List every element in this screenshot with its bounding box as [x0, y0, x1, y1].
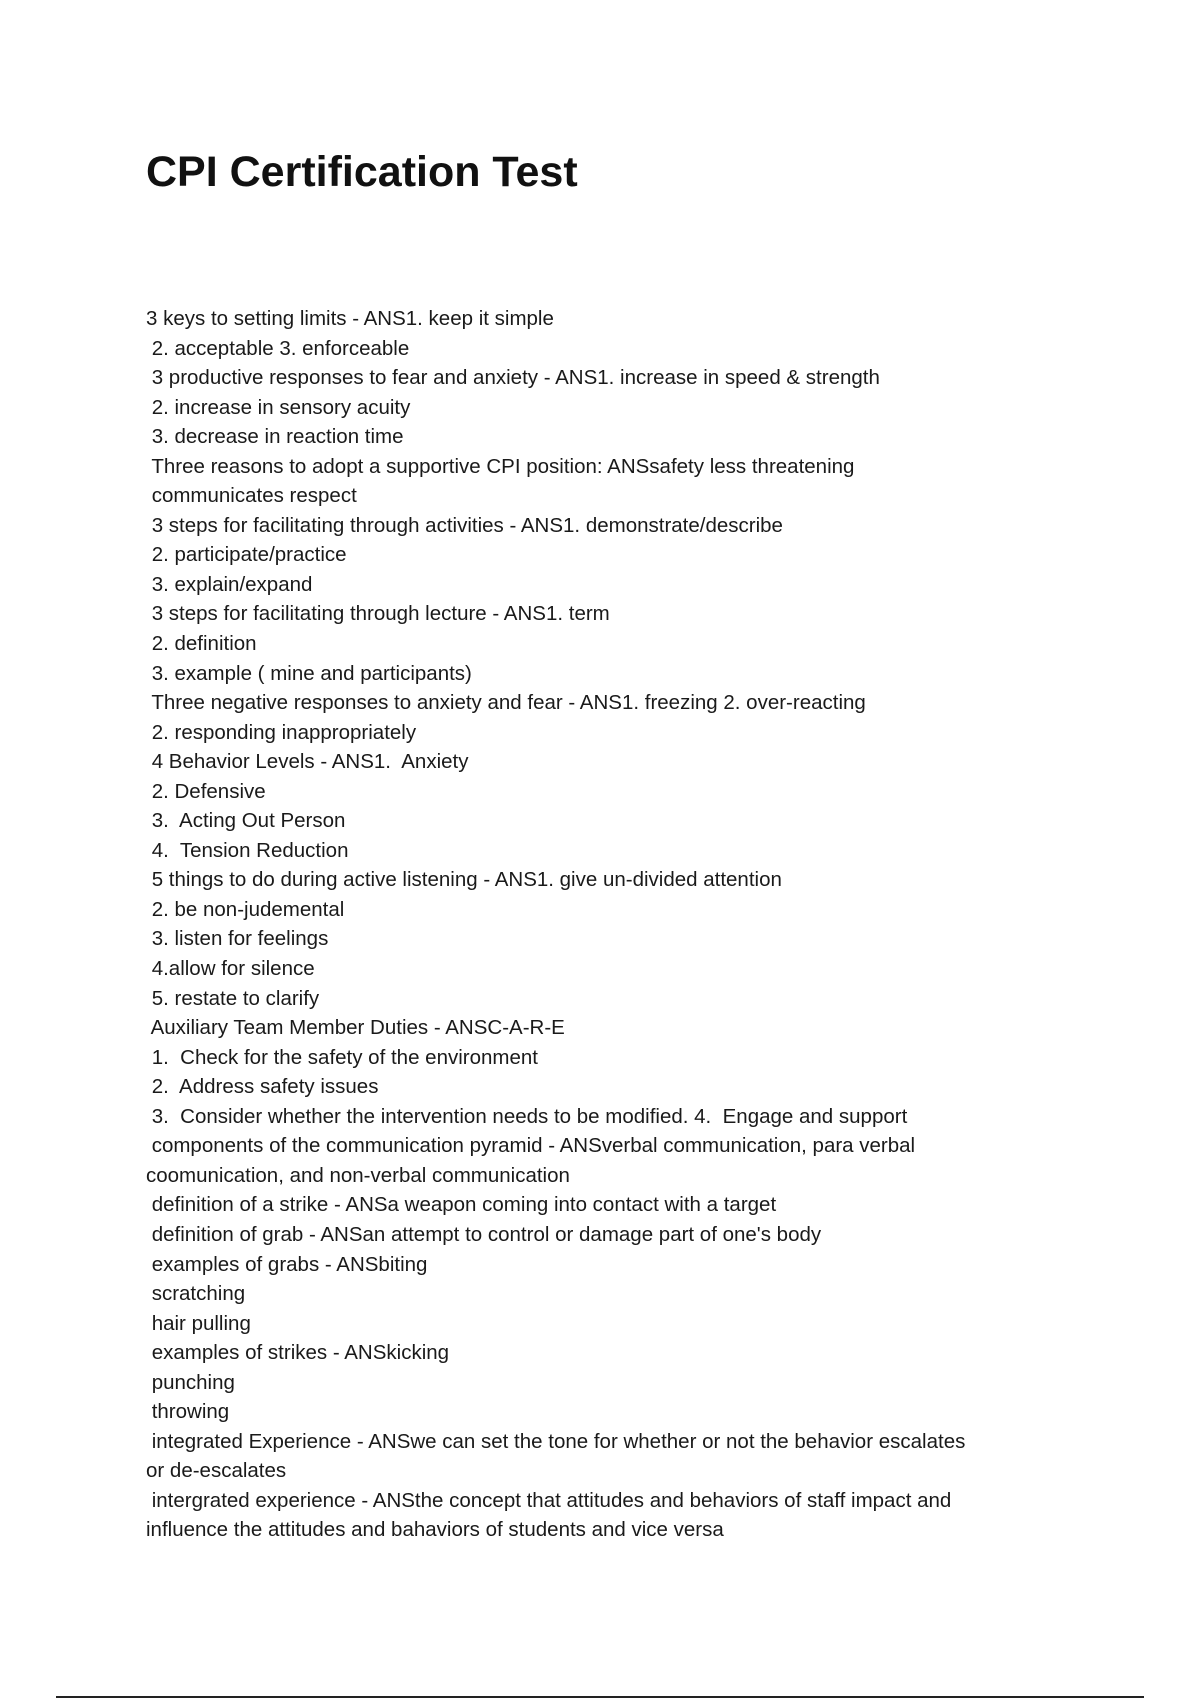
- text-line: 3 productive responses to fear and anxiety - ANS1. increase in speed & strength: [146, 366, 880, 390]
- text-line: 4. Tension Reduction: [146, 838, 349, 862]
- text-line: 4 Behavior Levels - ANS1. Anxiety: [146, 750, 469, 774]
- text-line: examples of grabs - ANSbiting: [146, 1252, 428, 1276]
- text-line: 4.allow for silence: [146, 957, 315, 981]
- text-line: hair pulling: [146, 1311, 251, 1335]
- text-line: communicates respect: [146, 484, 357, 508]
- text-line: punching: [146, 1370, 235, 1394]
- text-line: components of the communication pyramid - ANSverbal communication, para verbal: [146, 1134, 916, 1158]
- text-line: 5 things to do during active listening - ANS1. give un-divided attention: [146, 868, 782, 892]
- text-line: scratching: [146, 1282, 246, 1306]
- text-line: Three reasons to adopt a supportive CPI position: ANSsafety less threatening: [146, 454, 855, 478]
- text-line: 1. Check for the safety of the environment: [146, 1045, 538, 1069]
- text-line: influence the attitudes and bahaviors of students and vice versa: [146, 1518, 724, 1542]
- text-line: examples of strikes - ANSkicking: [146, 1341, 450, 1365]
- text-line: Three negative responses to anxiety and fear - ANS1. freezing 2. over-reacting: [146, 691, 866, 715]
- text-line: 3 steps for facilitating through lecture - ANS1. term: [146, 602, 610, 626]
- text-line: 3. Acting Out Person: [146, 809, 346, 833]
- text-line: definition of grab - ANSan attempt to control or damage part of one's body: [146, 1222, 822, 1246]
- text-line: definition of a strike - ANSa weapon coming into contact with a target: [146, 1193, 777, 1217]
- text-line: 3. decrease in reaction time: [146, 425, 404, 449]
- footer-divider: [56, 1696, 1144, 1698]
- text-line: 3. Consider whether the intervention needs to be modified. 4. Engage and support: [146, 1104, 908, 1128]
- text-line: 3. example ( mine and participants): [146, 661, 472, 685]
- text-line: throwing: [146, 1400, 230, 1424]
- text-line: 3 keys to setting limits - ANS1. keep it simple: [146, 307, 554, 330]
- text-line: integrated Experience - ANSwe can set the tone for whether or not the behavior escalates: [146, 1429, 966, 1453]
- text-line: or de-escalates: [146, 1459, 287, 1483]
- document-body: [146, 304, 1146, 1545]
- text-line: intergrated experience - ANSthe concept that attitudes and behaviors of staff impact and: [146, 1488, 952, 1512]
- text-line: 2. acceptable 3. enforceable: [146, 336, 410, 360]
- text-line: 2. increase in sensory acuity: [146, 395, 411, 419]
- text-line: 2. Defensive: [146, 779, 266, 803]
- text-line: 2. responding inappropriately: [146, 720, 417, 744]
- text-line: 2. definition: [146, 632, 257, 656]
- page-title: CPI Certification Test: [146, 148, 578, 196]
- text-line: 3. explain/expand: [146, 572, 313, 596]
- text-line: 2. participate/practice: [146, 543, 347, 567]
- text-line: 5. restate to clarify: [146, 986, 320, 1010]
- text-line: Auxiliary Team Member Duties - ANSC-A-R-E: [146, 1016, 565, 1040]
- text-line: 2. Address safety issues: [146, 1075, 379, 1099]
- text-line: 2. be non-judemental: [146, 897, 345, 921]
- text-line: 3 steps for facilitating through activities - ANS1. demonstrate/describe: [146, 513, 783, 537]
- text-line: 3. listen for feelings: [146, 927, 329, 951]
- text-line: coomunication, and non-verbal communication: [146, 1163, 570, 1187]
